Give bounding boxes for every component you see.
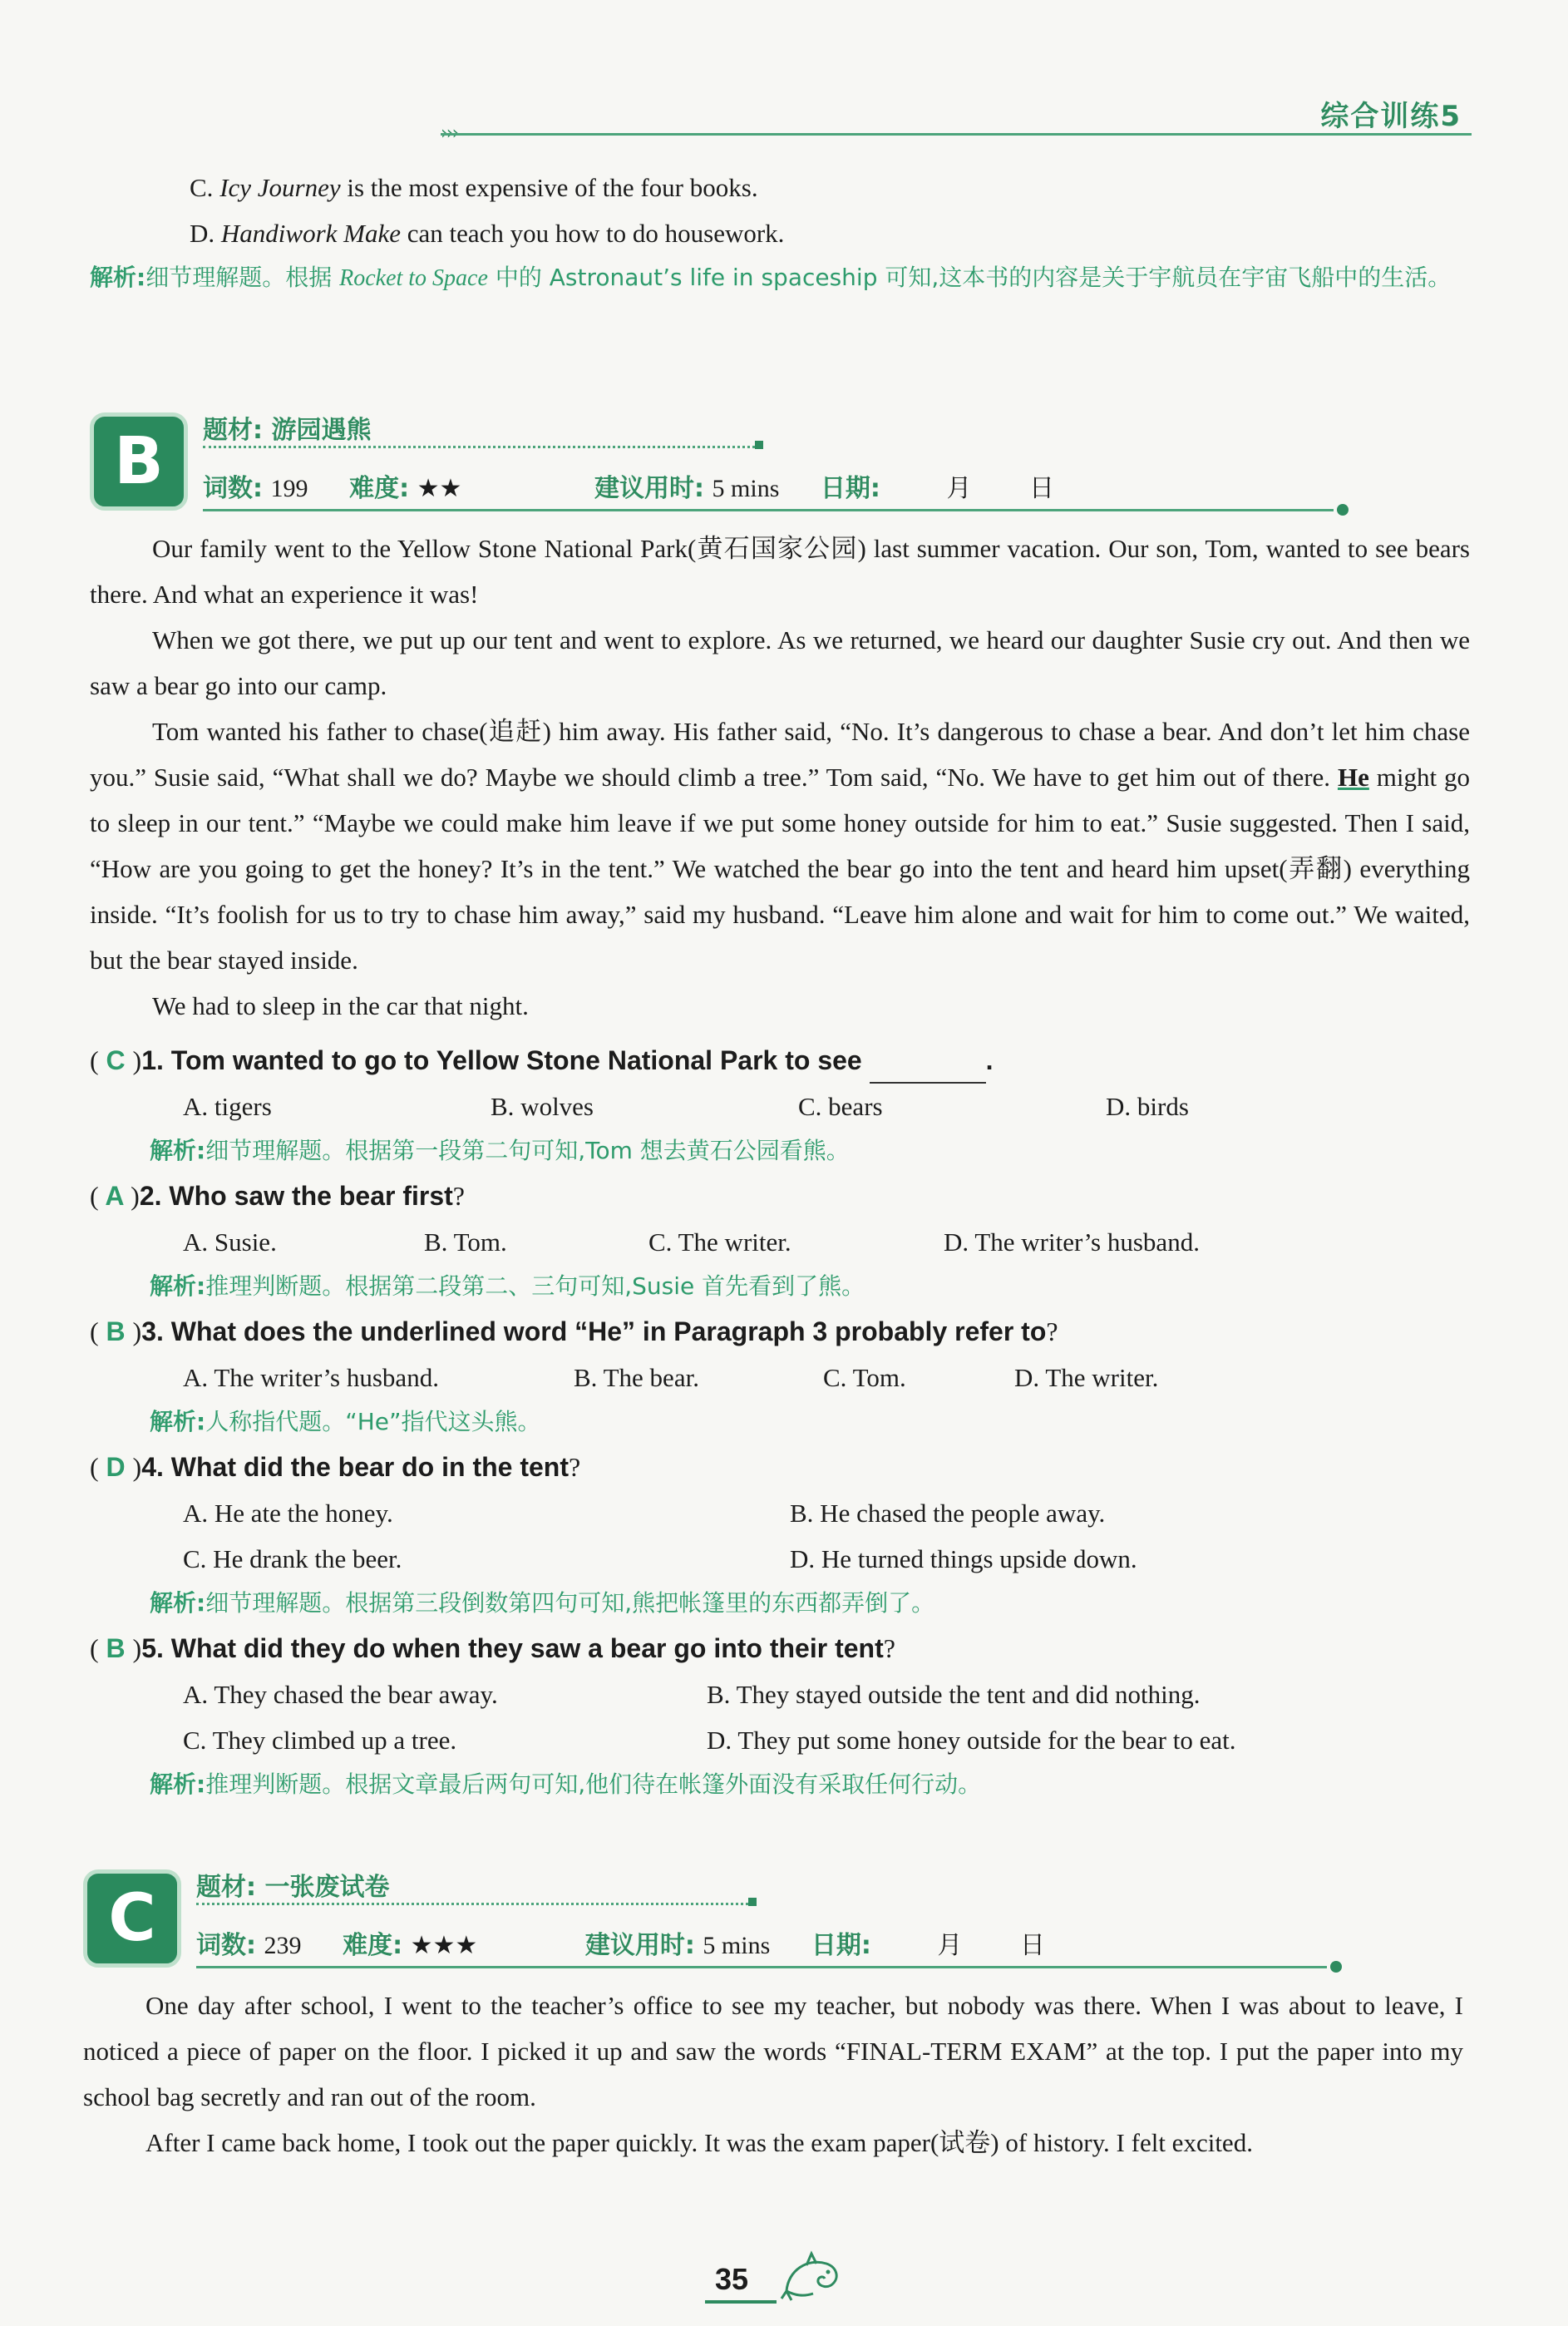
passage-paragraph [90, 709, 1470, 983]
paragraph-text: Tom wanted his father to chase(追赶) him away. His father said, “No. It’s dangerous to chase a bear. And don’t let him chase you.” Susie said, “What shall we do? Maybe we should climb a tree.” Tom said, “No. We have to get him out of there. [90, 717, 1470, 792]
options [90, 1219, 1470, 1265]
option-a: A. tigers [183, 1092, 272, 1121]
section-c [83, 1848, 1463, 2166]
option-c: C. He drank the beer. [183, 1544, 402, 1573]
analysis [90, 1582, 1470, 1625]
question-text: 2. Who saw the bear first [139, 1181, 453, 1211]
analysis-title: Rocket to Space [339, 265, 488, 291]
option-b: B. Tom. [424, 1227, 507, 1257]
option-b: B. He chased the people away. [790, 1499, 1106, 1528]
passage-paragraph: After I came back home, I took out the paper quickly. It was the exam paper(试卷) of history. I felt excited. [145, 2128, 1253, 2157]
analysis-label: 解析: [150, 1137, 206, 1164]
option-prefix: C. [190, 173, 220, 202]
analysis-text: 细节理解题。根据 [145, 264, 340, 291]
question-2 [90, 1173, 1470, 1308]
option-d: D. They put some honey outside for the bear to eat. [707, 1726, 1236, 1755]
question-end: ? [883, 1633, 895, 1663]
option-text: can teach you how to do housework. [400, 219, 785, 248]
passage-paragraph: We had to sleep in the car that night. [152, 991, 529, 1020]
question-stem: ( B )5. What did they do when they saw a bear go into their tent? [90, 1633, 895, 1663]
section-c-header [83, 1864, 1463, 1973]
option-c: C. The writer. [648, 1227, 791, 1257]
meta-divider [196, 1966, 1327, 1968]
section-b [90, 391, 1470, 1806]
option-a: A. They chased the bear away. [183, 1680, 498, 1709]
time-value: 5 mins [712, 475, 780, 502]
analysis-text: 推理判断题。根据文章最后两句可知,他们待在帐篷外面没有采取任何行动。 [205, 1770, 982, 1798]
option-b: B. The bear. [574, 1363, 699, 1392]
option-d: D. birds [1106, 1092, 1189, 1121]
passage-paragraph: One day after school, I went to the teacher’s office to see my teacher, but nobody was there. When I was about to leave, I noticed a piece of paper on the floor. I picked it up and saw the words “FINAL-TERM EXAM” at the top. I put the paper into my school bag secretly and ran out of the room. [83, 1991, 1463, 2111]
analysis-text: 人称指代题。“He”指代这头熊。 [205, 1408, 541, 1435]
question-1 [90, 1037, 1470, 1173]
topic-divider-end [755, 441, 763, 449]
option-a: A. Susie. [183, 1227, 277, 1257]
header-title: 综合训练5 [1320, 100, 1462, 133]
date-label: 日期: [811, 1931, 871, 1960]
topic-label: 题材: [203, 416, 263, 445]
difficulty-label: 难度: [343, 1931, 403, 1960]
answer-letter: A [105, 1181, 124, 1211]
section-badge: B [90, 412, 188, 511]
underlined-word: He [1337, 763, 1369, 792]
meta-row [203, 466, 1087, 511]
question-stem: ( B )3. What does the underlined word “He” in Paragraph 3 probably refer to? [90, 1316, 1058, 1346]
difficulty-label: 难度: [349, 474, 410, 503]
topic-label: 题材: [196, 1873, 256, 1902]
answer-letter: B [106, 1316, 126, 1346]
answer-letter: D [106, 1452, 126, 1482]
date-label: 日期: [820, 474, 880, 503]
meta-divider-dot [1330, 1961, 1342, 1973]
options [90, 1490, 1470, 1582]
option-d: D. The writer. [1014, 1363, 1159, 1392]
question-4 [90, 1444, 1470, 1625]
analysis-text: 细节理解题。根据第三段倒数第四句可知,熊把帐篷里的东西都弄倒了。 [205, 1589, 935, 1617]
question-stem: ( D )4. What did the bear do in the tent? [90, 1452, 581, 1482]
word-count: 239 [264, 1932, 302, 1959]
part-a-tail [90, 165, 1470, 300]
question-text: 5. What did they do when they saw a bear go into their tent [141, 1633, 884, 1663]
options [90, 1084, 1470, 1129]
question-text: 3. What does the underlined word “He” in Paragraph 3 probably refer to [141, 1316, 1047, 1346]
section-badge: C [83, 1869, 181, 1968]
option-d: D. The writer’s husband. [944, 1227, 1200, 1257]
option-c: C. They climbed up a tree. [183, 1726, 457, 1755]
day-label: 日 [1029, 475, 1055, 502]
analysis [90, 1763, 1470, 1806]
question-stem: ( A )2. Who saw the bear first? [90, 1181, 465, 1211]
header-rule [441, 133, 1472, 136]
analysis-label: 解析: [150, 1272, 206, 1300]
option-a: A. The writer’s husband. [183, 1363, 439, 1392]
options [90, 1355, 1470, 1400]
passage-paragraph: When we got there, we put up our tent and went to explore. As we returned, we heard our daughter Susie cry out. And then we saw a bear go into our camp. [90, 625, 1470, 700]
page-number-underline [705, 2300, 777, 2304]
question-end: . [985, 1045, 994, 1075]
analysis-text: 推理判断题。根据第二段第二、三句可知,Susie 首先看到了熊。 [205, 1272, 865, 1300]
question-3 [90, 1308, 1470, 1444]
dolphin-icon [778, 2245, 845, 2312]
option-d-line [90, 210, 1470, 256]
analysis-label: 解析: [150, 1589, 206, 1617]
analysis-label: 解析: [90, 264, 146, 291]
answer-letter: C [106, 1045, 126, 1075]
topic-value: 游园遇熊 [271, 416, 372, 445]
time-label: 建议用时: [584, 1931, 695, 1960]
question-text: 1. Tom wanted to go to Yellow Stone National Park to see [141, 1045, 862, 1075]
page-number: 35 [715, 2262, 749, 2296]
option-c: C. bears [798, 1092, 883, 1121]
difficulty-stars: ★★★ [410, 1932, 478, 1959]
book-title: Handiwork Make [220, 219, 401, 248]
difficulty-stars: ★★ [417, 475, 462, 502]
meta-divider-dot [1337, 504, 1349, 516]
analysis-text: 中的 Astronaut’s life in spaceship 可知,这本书的内容是关于宇航员在宇宙飞船中的生活。 [487, 264, 1452, 291]
option-b: B. They stayed outside the tent and did nothing. [707, 1680, 1201, 1709]
word-count-label: 词数: [196, 1931, 256, 1960]
month-label: 月 [946, 475, 972, 502]
analysis [90, 1129, 1470, 1173]
meta-row [196, 1923, 1078, 1968]
answer-blank [870, 1057, 986, 1084]
option-prefix: D. [190, 219, 221, 248]
analysis [90, 1400, 1470, 1444]
word-count-label: 词数: [203, 474, 263, 503]
answer-letter: B [106, 1633, 126, 1663]
option-text: is the most expensive of the four books. [340, 173, 758, 202]
analysis-text: 细节理解题。根据第一段第二句可知,Tom 想去黄石公园看熊。 [205, 1137, 850, 1164]
analysis-label: 解析: [150, 1408, 206, 1435]
question-end: ? [452, 1181, 465, 1211]
option-a: A. He ate the honey. [183, 1499, 393, 1528]
options [90, 1672, 1470, 1763]
question-end: ? [568, 1452, 581, 1482]
time-value: 5 mins [703, 1932, 771, 1959]
option-c: C. Tom. [823, 1363, 906, 1392]
section-b-header [90, 407, 1470, 516]
question-stem: ( C )1. Tom wanted to go to Yellow Stone National Park to see . [90, 1037, 1470, 1084]
header-arrows: ››› [441, 123, 458, 144]
passage-paragraph: Our family went to the Yellow Stone National Park(黄石国家公园) last summer vacation. Our son, Tom, wanted to see bears there. And what an experience it was! [90, 534, 1470, 609]
option-b: B. wolves [491, 1092, 594, 1121]
time-label: 建议用时: [594, 474, 704, 503]
month-label: 月 [937, 1932, 963, 1959]
topic-divider [196, 1903, 753, 1905]
question-end: ? [1046, 1316, 1058, 1346]
analysis-a [30, 256, 1470, 300]
paragraph-text: might go to sleep in our tent.” “Maybe we could make him leave if we put some honey outside for him to eat.” Susie suggested. Then I said, “How are you going to get the honey? It’s in the tent.” We watched the bear go into the tent and heard him upset(弄翻) everything inside. “It’s foolish for us to try to chase him away,” said my husband. “Leave him alone and wait for him to come out.” We waited, but the bear stayed inside. [90, 763, 1470, 975]
topic-divider [203, 446, 760, 448]
question-5 [90, 1625, 1470, 1806]
option-d: D. He turned things upside down. [790, 1544, 1137, 1573]
question-text: 4. What did the bear do in the tent [141, 1452, 569, 1482]
topic-value: 一张废试卷 [264, 1873, 390, 1902]
analysis [90, 1265, 1470, 1308]
word-count: 199 [270, 475, 308, 502]
option-c-line [90, 165, 1470, 210]
book-title: Icy Journey [219, 173, 341, 202]
meta-divider [203, 509, 1334, 511]
analysis-label: 解析: [150, 1770, 206, 1798]
day-label: 日 [1019, 1932, 1045, 1959]
topic-divider-end [748, 1898, 757, 1906]
